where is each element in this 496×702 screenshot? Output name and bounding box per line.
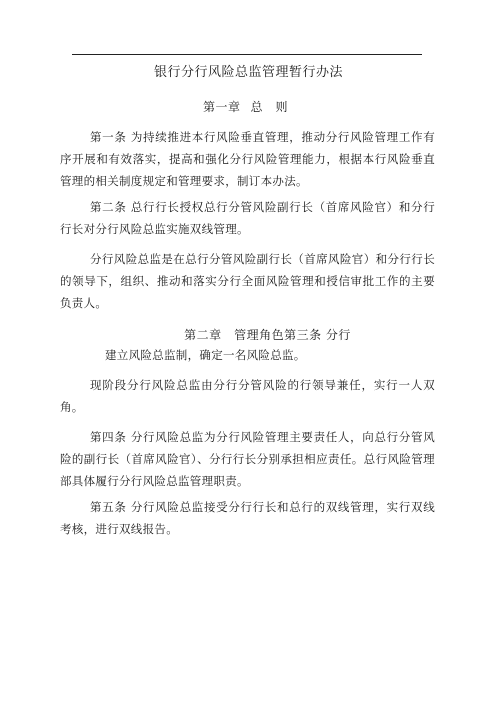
chapter-1-number: 第一章: [202, 100, 241, 114]
article-3-continuation: 建立风险总监制，确定一名风险总监。: [105, 348, 306, 362]
current-stage-paragraph: 现阶段分行风险总监由分行分管风险的行领导兼任，实行一人双角。: [60, 378, 435, 414]
chapter-1-name: 总 则: [250, 100, 289, 114]
article-2-paragraph: 第二条 总行行长授权总行分管风险副行长（首席风险官）和分行行长对分行风险总监实施双线管理。: [60, 200, 435, 236]
article-1-paragraph: 第一条 为持续推进本行风险垂直管理，推动分行风险管理工作有序开展和有效落实，提高和强化分行风险管理能力，根据本行风险垂直管理的相关制度规定和管理要求，制订本办法。: [60, 130, 435, 188]
document-title: 银行分行风险总监管理暂行办法: [153, 65, 343, 80]
risk-director-role-paragraph: 分行风险总监是在总行分管风险副行长（首席风险官）和分行行长的领导下，组织、推动和落实分行全面风险管理和授信审批工作的主要负责人。: [60, 252, 435, 310]
document-body: [60, 63, 435, 540]
chapter-2-heading: 第二章 管理角色第三条 分行: [184, 328, 351, 342]
header-rule: [72, 54, 422, 55]
chapter-1-heading: [60, 98, 435, 116]
article-5-paragraph: 第五条 分行风险总监接受分行行长和总行的双线管理，实行双线考核，进行双线报告。: [60, 500, 435, 536]
article-4-paragraph: 第四条 分行风险总监为分行风险管理主要责任人，向总行分管风险的副行长（首席风险官）、分行行长分别承担相应责任。总行风险管理部具体履行分行风险总监管理职责。: [60, 430, 435, 488]
